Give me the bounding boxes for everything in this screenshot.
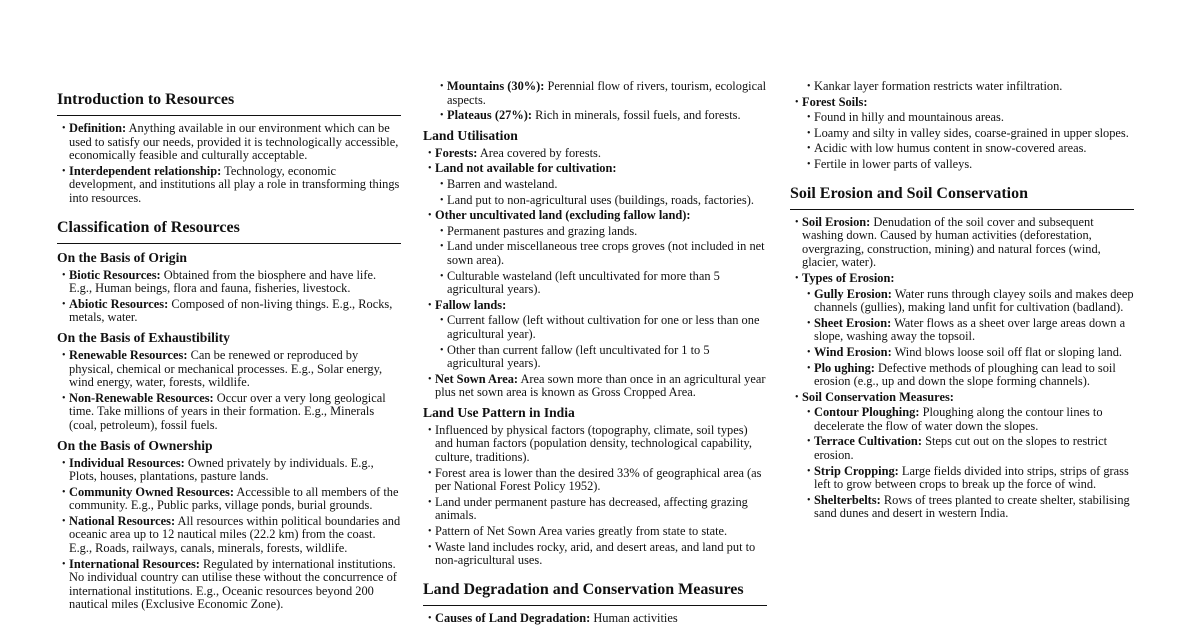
list-item: • Land under miscellaneous tree crops groves (not included in net sown area). [435, 240, 767, 267]
item-term: Abiotic Resources: [69, 296, 169, 311]
land-util-list [423, 147, 767, 176]
item-text: Technology, economic development, and institutions all play a role in transforming things into resources. [69, 163, 400, 205]
item-term: Biotic Resources: [69, 267, 161, 282]
item-term: National Resources: [69, 513, 176, 528]
list-item [423, 209, 767, 223]
intro-list [57, 122, 401, 206]
list-item [435, 80, 767, 107]
list-item: • Land under permanent pasture has decreased, affecting grazing animals. [423, 496, 767, 523]
item-term: Types of Erosion: [802, 270, 895, 285]
item-term: Net Sown Area: [435, 371, 519, 386]
item-text: Wind blows loose soil off flat or sloping land. [894, 344, 1123, 359]
list-item [423, 299, 767, 313]
item-text: Water flows as a sheet over large areas down a slope, washing away the topsoil. [814, 315, 1126, 344]
list-item: • Permanent pastures and grazing lands. [435, 225, 767, 239]
list-item: • Acidic with low humus content in snow-covered areas. [802, 142, 1134, 156]
list-item [57, 457, 401, 484]
land-util-list-3 [423, 299, 767, 313]
list-item: • Waste land includes rocky, arid, and desert areas, and land put to non-agricultural uses. [423, 541, 767, 568]
list-item: • Kankar layer formation restricts water infiltration. [802, 80, 1134, 94]
item-term: Definition: [69, 121, 127, 135]
list-item [802, 465, 1134, 492]
land-util-list-2 [423, 209, 767, 223]
kankar-list [790, 80, 1134, 94]
origin-list [57, 269, 401, 325]
item-term: Non-Renewable Resources: [69, 390, 214, 405]
item-term: Plo ughing: [814, 360, 875, 375]
relief-list [423, 80, 767, 123]
list-item [790, 96, 1134, 110]
list-item: • Influenced by physical factors (topography, climate, soil types) and human factors (population density, technological capability, culture, traditions). [423, 424, 767, 465]
degradation-list [423, 612, 767, 626]
list-item: • Found in hilly and mountainous areas. [802, 111, 1134, 125]
list-item: • Current fallow (left without cultivation for one or less than one agricultural year). [435, 314, 767, 341]
item-text: Area sown more than once in an agricultural year plus net sown area is known as Gross Cropped Area. [435, 371, 766, 400]
heading-land-use-pattern: Land Use Pattern in India [423, 404, 575, 420]
list-item [57, 122, 401, 163]
erosion-list [790, 216, 1134, 286]
item-term: Forests: [435, 145, 478, 160]
heading-origin: On the Basis of Origin [57, 249, 187, 265]
item-term: Wind Erosion: [814, 344, 892, 359]
land-util-list-4 [423, 373, 767, 400]
list-item [57, 486, 401, 513]
ownership-list [57, 457, 401, 613]
list-item: • Forest area is lower than the desired 33% of geographical area (as per National Forest Policy 1952). [423, 467, 767, 494]
list-item [423, 162, 767, 176]
item-term: Soil Conservation Measures: [802, 389, 954, 404]
list-item: • Culturable wasteland (left uncultivated for more than 5 agricultural years). [435, 270, 767, 297]
item-text: Rich in minerals, fossil fuels, and forests. [535, 108, 741, 123]
exhaustibility-list [57, 349, 401, 433]
land-use-pattern-list [423, 424, 767, 568]
column-3 [790, 80, 1134, 523]
list-item [57, 269, 401, 296]
section-title-degradation: Land Degradation and Conservation Measures [423, 580, 767, 606]
item-term: Individual Resources: [69, 455, 185, 470]
item-text: Defective methods of ploughing can lead to soil erosion (e.g., up and down the slope forming channels). [814, 360, 1116, 389]
erosion-list-2 [790, 391, 1134, 405]
item-text: Water runs through clayey soils and makes deep channels (gullies), making land unfit for cultivation (badland). [814, 286, 1134, 315]
section-title-erosion: Soil Erosion and Soil Conservation [790, 184, 1134, 210]
item-term: Mountains (30%): [447, 79, 545, 93]
item-term: Land not available for cultivation: [435, 161, 617, 176]
item-term: Fallow lands: [435, 297, 507, 312]
item-text: Denudation of the soil cover and subsequent washing down. Caused by human activities (deforestation, overgrazing, construction, mining) and natural forces (wind, glacier, water). [802, 214, 1101, 270]
list-item: • Other than current fallow (left uncultivated for 1 to 5 agricultural years). [435, 344, 767, 371]
item-text: Perennial flow of rivers, tourism, ecological aspects. [447, 79, 767, 107]
item-text: Can be renewed or reproduced by physical, chemical or mechanical processes. E.g., Solar energy, wind energy, water, forests, wildlife. [69, 347, 383, 390]
list-item [423, 373, 767, 400]
item-text: Anything available in our environment which can be used to satisfy our needs, provided it is technologically accessible, economically feasible and culturally acceptable. [69, 121, 399, 163]
item-term: Plateaus (27%): [447, 108, 532, 123]
item-text: Rows of trees planted to create shelter, stabilising sand dunes and desert in western India. [814, 492, 1130, 521]
list-item [423, 147, 767, 161]
item-text: Obtained from the biosphere and have life. E.g., Human beings, flora and fauna, fisheries, livestock. [69, 267, 377, 296]
section-title-intro: Introduction to Resources [57, 90, 401, 116]
list-item [802, 406, 1134, 433]
item-text: Ploughing along the contour lines to decelerate the flow of water down the slopes. [814, 405, 1103, 433]
item-text: Owned privately by individuals. E.g., Plots, houses, plantations, pasture lands. [69, 455, 374, 484]
list-item [423, 612, 767, 626]
list-item: • Barren and wasteland. [435, 178, 767, 192]
list-item [802, 317, 1134, 344]
list-item [790, 272, 1134, 286]
item-term: Contour Ploughing: [814, 405, 920, 420]
item-text: Area covered by forests. [479, 145, 601, 160]
item-term: Shelterbelts: [814, 492, 881, 507]
item-text: Large fields divided into strips, strips of grass left to grow between crops to break up the force of wind. [814, 463, 1129, 492]
list-item: • Land put to non-agricultural uses (buildings, roads, factories). [435, 194, 767, 208]
list-item [57, 558, 401, 612]
list-item [802, 346, 1134, 360]
item-text: Accessible to all members of the community. E.g., Public parks, village ponds, burial grounds. [69, 484, 399, 513]
item-text: Composed of non-living things. E.g., Rocks, metals, water. [69, 296, 393, 325]
item-text: Human activities [593, 610, 678, 625]
column-2 [423, 80, 767, 627]
list-item: • Pattern of Net Sown Area varies greatly from state to state. [423, 525, 767, 539]
list-item [57, 298, 401, 325]
item-text: Steps cut out on the slopes to restrict erosion. [814, 434, 1108, 463]
forest-soils-sublist [790, 111, 1134, 171]
list-item [802, 288, 1134, 315]
item-text: Occur over a very long geological time. Take millions of years in their formation. E.g., Minerals (coal, petroleum), fossil fuels. [69, 390, 386, 432]
item-term: Soil Erosion: [802, 214, 871, 229]
item-term: Interdependent relationship: [69, 163, 222, 178]
heading-exhaustibility: On the Basis of Exhaustibility [57, 329, 230, 345]
list-item [790, 391, 1134, 405]
not-available-sublist [423, 178, 767, 207]
list-item [57, 515, 401, 556]
list-item: • Fertile in lower parts of valleys. [802, 158, 1134, 172]
item-term: Gully Erosion: [814, 286, 892, 301]
item-term: Strip Cropping: [814, 463, 899, 478]
list-item [57, 165, 401, 206]
forest-soils-list [790, 96, 1134, 110]
list-item [802, 362, 1134, 389]
list-item [802, 435, 1134, 462]
measures-sublist [790, 406, 1134, 521]
item-term: Other uncultivated land (excluding fallow land): [435, 208, 691, 223]
item-text: All resources within political boundaries and oceanic area up to 12 nautical miles (22.2 km) from the coast. E.g., Roads, railways, canals, minerals, forests, wildlife. [69, 513, 401, 556]
heading-land-utilisation: Land Utilisation [423, 127, 518, 143]
fallow-sublist [423, 314, 767, 370]
list-item [790, 216, 1134, 270]
other-uncult-sublist [423, 225, 767, 297]
item-text: Regulated by international institutions. No individual country can utilise these without the concurrence of international institutions. E.g., Oceanic resources beyond 200 nautical miles (Exclusive Economic Zone). [69, 556, 397, 612]
list-item [57, 392, 401, 433]
list-item: • Loamy and silty in valley sides, coarse-grained in upper slopes. [802, 127, 1134, 141]
erosion-types-sublist [790, 288, 1134, 389]
item-term: Sheet Erosion: [814, 315, 892, 330]
item-term: Renewable Resources: [69, 347, 188, 362]
heading-ownership: On the Basis of Ownership [57, 437, 213, 453]
item-term: Terrace Cultivation: [814, 434, 922, 449]
item-term: Causes of Land Degradation: [435, 610, 591, 625]
item-term: Forest Soils: [802, 94, 868, 109]
list-item [435, 109, 767, 123]
column-1 [57, 90, 401, 614]
item-term: International Resources: [69, 556, 200, 571]
list-item [802, 494, 1134, 521]
section-title-classification: Classification of Resources [57, 218, 401, 244]
list-item [57, 349, 401, 390]
item-term: Community Owned Resources: [69, 484, 234, 499]
